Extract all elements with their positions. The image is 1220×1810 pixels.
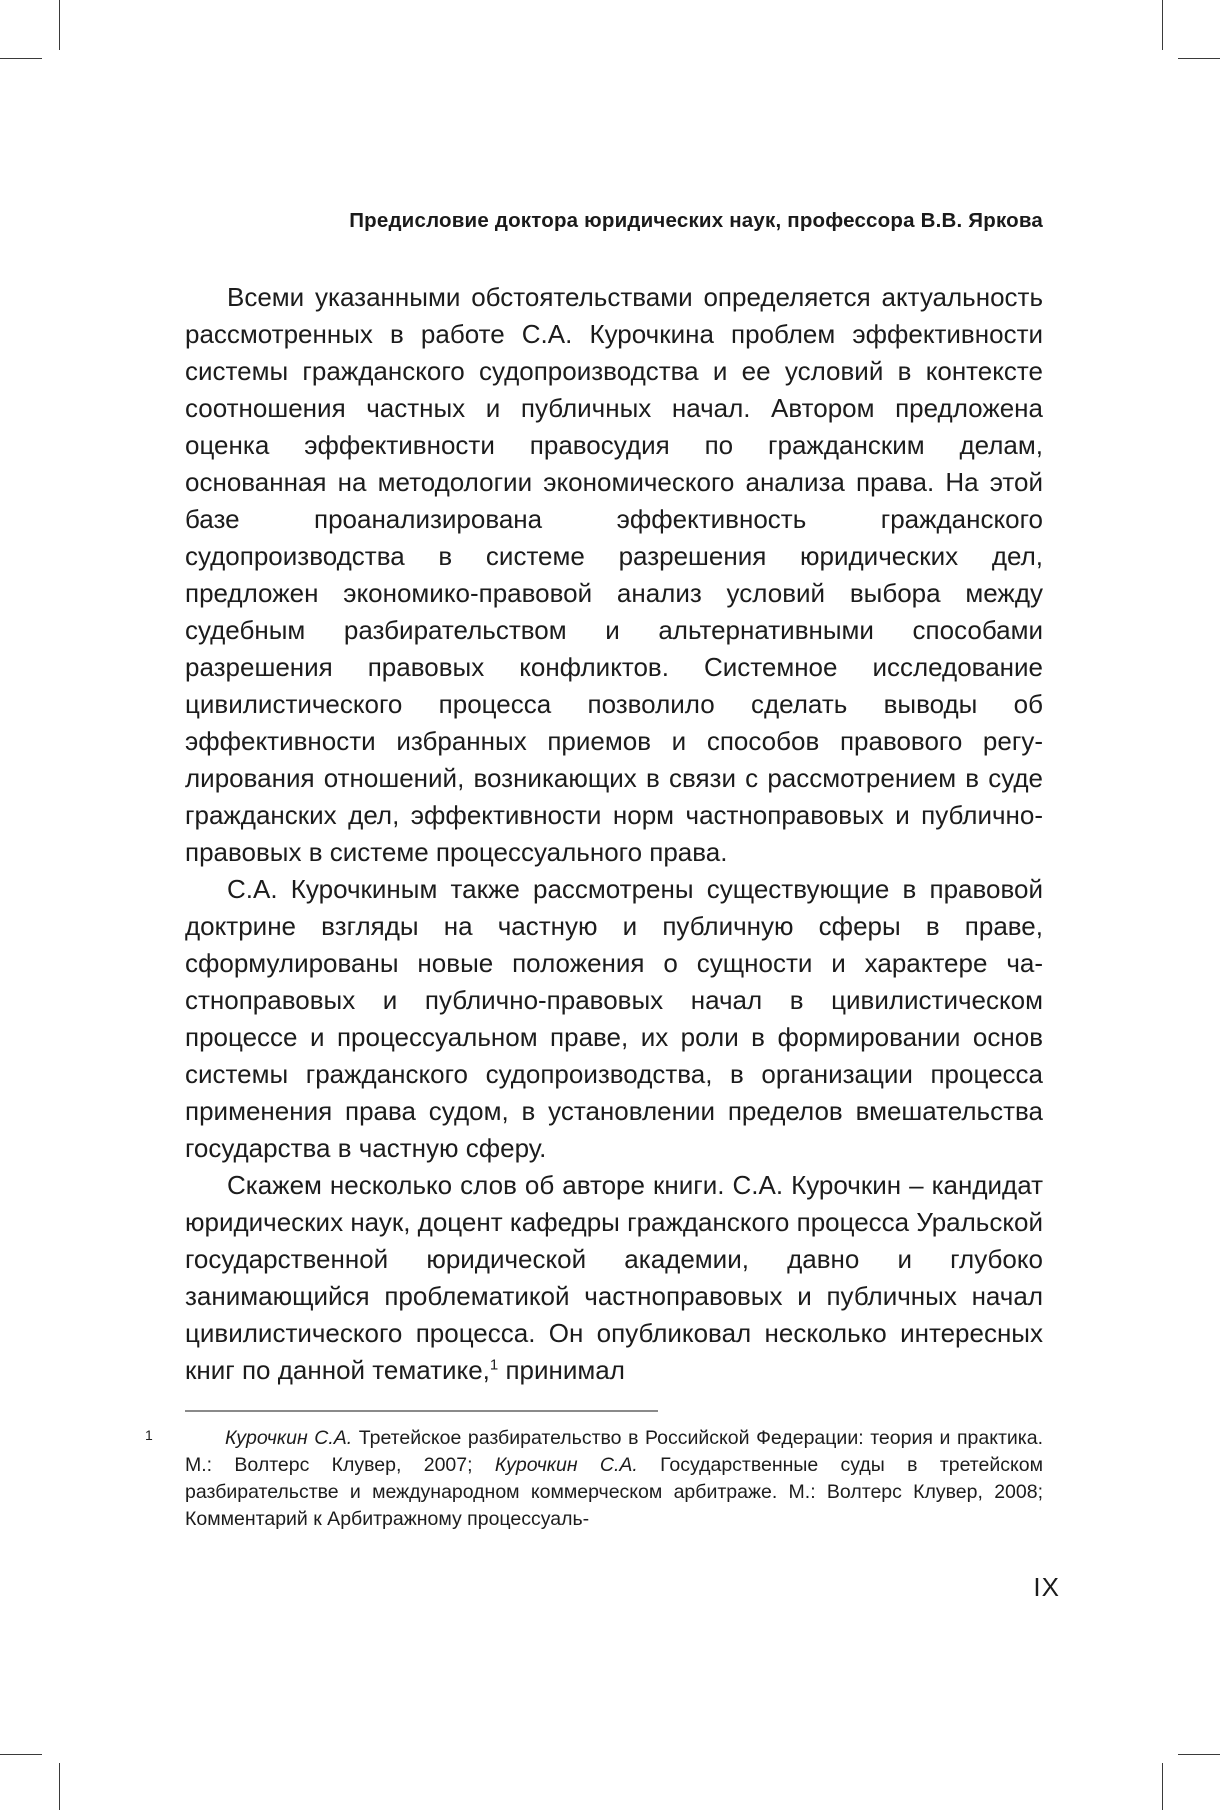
paragraph-text: Скажем несколько слов об авторе книги. С.А. Курочкин – кандидат юридических наук, доцент кафедры гражданского процесса Уральской государственной юридической академии, давно и глубоко занимающийся проблематикой частноправовых и публичных начал цивилистического процесса. Он опубликовал несколько интересных книг по данной тематике, (185, 1170, 1043, 1385)
crop-mark (59, 0, 60, 50)
crop-mark (59, 1763, 60, 1810)
crop-mark (1178, 1754, 1220, 1755)
paragraph: С.А. Курочкиным также рассмотрены существующие в правовой доктрине взгляды на частную и публичную сферы в праве, сформулированы новые положения о сущности и характере частноправовых и публично-правовых начал в цивилистическом процессе и процессуальном праве, их роли в формировании основ системы гражданского судопроизводства, в организации процесса применения права судом, в установлении пределов вмешательства государства в частную сферу. (185, 874, 1043, 1163)
main-text (185, 279, 1043, 1389)
paragraph (185, 1167, 1043, 1389)
crop-mark (1162, 1763, 1163, 1810)
crop-mark (0, 58, 42, 59)
footnote (145, 1425, 1043, 1533)
footnote-citation: Государственные суды в третейском разбирательстве и международном коммерческом арбитраже. М.: Волтерс Клувер, 2008; Комментарий к Арбитражному процессуаль- (185, 1454, 1043, 1530)
paragraph: Всеми указанными обстоятельствами определяется актуальность рассмотренных в работе С.А. Курочкина проблем эффективности системы гражданского судопроизводства и ее условий в контексте соотношения частных и публичных начал. Автором предложена оценка эффективности правосудия по гражданским делам, основанная на методологии экономического анализа права. На этой базе проанализирована эффективность гражданского судопроизводства в системе разрешения юридических дел, предложен экономико-правовой анализ условий выбора между судебным разбирательством и альтернативными способами разрешения правовых конфликтов. Системное исследование цивилистического процесса позволило сделать выводы об эффективности избранных приемов и способов правового регулирования отношений, возникающих в связи с рассмотрением в суде гражданских дел, эффективности норм частноправовых и публично-правовых в системе процессуального права. (185, 282, 1043, 867)
running-head: Предисловие доктора юридических наук, профессора В.В. Яркова (349, 209, 1043, 232)
crop-mark (0, 1754, 42, 1755)
footnote-citation: Третейское разбирательство в Российской Федерации: теория и практика. М.: Волтерс Клувер, 2007; (185, 1427, 1043, 1476)
footnote-author: Курочкин С.А. (494, 1454, 638, 1476)
footnote-divider (185, 1410, 658, 1412)
crop-mark (1162, 0, 1163, 50)
footnote-number: 1 (145, 1427, 153, 1443)
crop-mark (1178, 58, 1220, 59)
footnote-reference[interactable]: 1 (489, 1356, 499, 1374)
footnote-text (185, 1425, 1043, 1533)
footnote-author: Курочкин С.А. (225, 1427, 353, 1449)
paragraph-text: принимал (498, 1355, 625, 1385)
page-number: IX (1033, 1572, 1060, 1602)
